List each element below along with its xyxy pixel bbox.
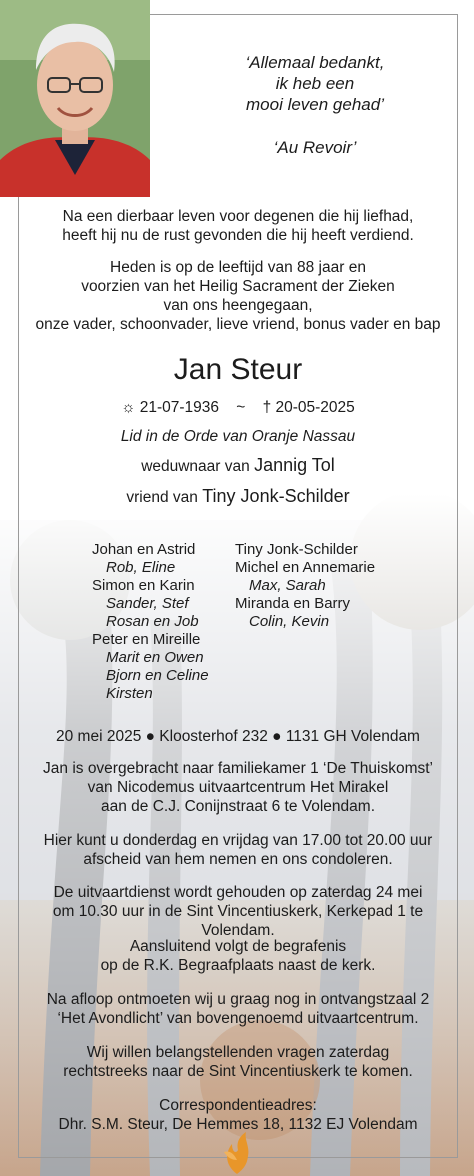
quote-line: ik heb een	[275, 74, 355, 93]
date-separator: ~	[236, 399, 246, 416]
birth-date: ☼ 21-07-1936	[121, 399, 220, 416]
family-member: Sander, Stef	[106, 595, 189, 612]
text-line: rechtstreeks naar de Sint Vincentiuskerk te komen.	[63, 1063, 413, 1080]
family-member: Rob, Eline	[106, 559, 176, 576]
friend-line	[18, 487, 458, 507]
text-line: Na afloop ontmoeten wij u graag nog in ontvangstzaal 2	[46, 991, 430, 1008]
announcement-text	[18, 258, 458, 334]
text-line: Heden is op de leeftijd van 88 jaar en	[110, 259, 366, 276]
text-line: op de R.K. Begraafplaats naast de kerk.	[100, 957, 376, 974]
correspondence-label: Correspondentieadres:	[159, 1097, 317, 1114]
text-line: van Nicodemus uitvaartcentrum Het Mirakel	[87, 779, 389, 796]
family-member: Marit en Owen	[106, 649, 204, 666]
flame-dove-logo-icon	[220, 1130, 254, 1176]
meeting-text	[18, 990, 458, 1028]
intro-text	[18, 207, 458, 245]
widower-prefix: weduwnaar van	[141, 458, 250, 475]
friend-prefix: vriend van	[126, 489, 198, 506]
quote	[180, 52, 450, 115]
correspondence	[18, 1096, 458, 1134]
family-list-left	[92, 541, 209, 703]
text-line: ‘Het Avondlicht’ van bovengenoemd uitvaartcentrum.	[57, 1010, 419, 1027]
request-text	[18, 1043, 458, 1081]
quote-line: ‘Allemaal bedankt,	[245, 53, 385, 72]
widower-line	[18, 456, 458, 476]
family-member: Max, Sarah	[249, 577, 326, 594]
family-member: Simon en Karin	[92, 577, 195, 594]
death-date: † 20-05-2025	[262, 399, 355, 416]
text-line: om 10.30 uur in de Sint Vincentiuskerk, Kerkepad 1 te Volendam.	[52, 903, 424, 939]
life-dates	[18, 398, 458, 417]
text-line: De uitvaartdienst wordt gehouden op zaterdag 24 mei	[53, 884, 423, 901]
text-line: Jan is overgebracht naar familiekamer 1 ‘De Thuiskomst’	[43, 760, 433, 777]
deceased-name: Jan Steur	[173, 353, 303, 386]
family-member: Michel en Annemarie	[235, 559, 376, 576]
farewell: ‘Au Revoir’	[273, 138, 357, 157]
transfer-text	[18, 759, 458, 816]
text-line: van ons heengegaan,	[163, 297, 313, 314]
friend-name: Tiny Jonk-Schilder	[202, 486, 350, 506]
text-line: afscheid van hem nemen en ons condoleren.	[83, 851, 393, 868]
text-line: Aansluitend volgt de begrafenis	[129, 938, 347, 955]
family-member: Bjorn en Celine	[106, 667, 209, 684]
visiting-text	[18, 831, 458, 869]
text-line: voorzien van het Heilig Sacrament der Zieken	[81, 278, 395, 295]
text-line: Na een dierbaar leven voor degenen die hij liefhad,	[62, 208, 414, 225]
text-line: Wij willen belangstellenden vragen zaterdag	[86, 1044, 390, 1061]
widower-name: Jannig Tol	[254, 455, 335, 475]
text-line: heeft hij nu de rust gevonden die hij heeft verdiend.	[62, 227, 414, 244]
home-address: 20 mei 2025 ● Kloosterhof 232 ● 1131 GH Volendam	[56, 728, 420, 745]
family-member: Rosan en Job	[106, 613, 199, 630]
family-member: Miranda en Barry	[235, 595, 351, 612]
family-list-right	[235, 541, 375, 631]
text-line: onze vader, schoonvader, lieve vriend, bonus vader en bap	[35, 316, 441, 333]
family-member: Colin, Kevin	[249, 613, 330, 630]
family-member: Peter en Mireille	[92, 631, 201, 648]
text-line: aan de C.J. Conijnstraat 6 te Volendam.	[101, 798, 375, 815]
correspondence-address: Dhr. S.M. Steur, De Hemmes 18, 1132 EJ Volendam	[58, 1116, 418, 1133]
family-member: Kirsten	[106, 685, 153, 702]
burial-text	[18, 937, 458, 975]
portrait-photo	[0, 0, 150, 197]
text-line: Hier kunt u donderdag en vrijdag van 17.00 tot 20.00 uur	[43, 832, 433, 849]
order-membership: Lid in de Orde van Oranje Nassau	[120, 428, 356, 445]
family-member: Tiny Jonk-Schilder	[235, 541, 358, 558]
quote-line: mooi leven gehad’	[246, 95, 384, 114]
service-text	[18, 883, 458, 940]
family-member: Johan en Astrid	[92, 541, 196, 558]
